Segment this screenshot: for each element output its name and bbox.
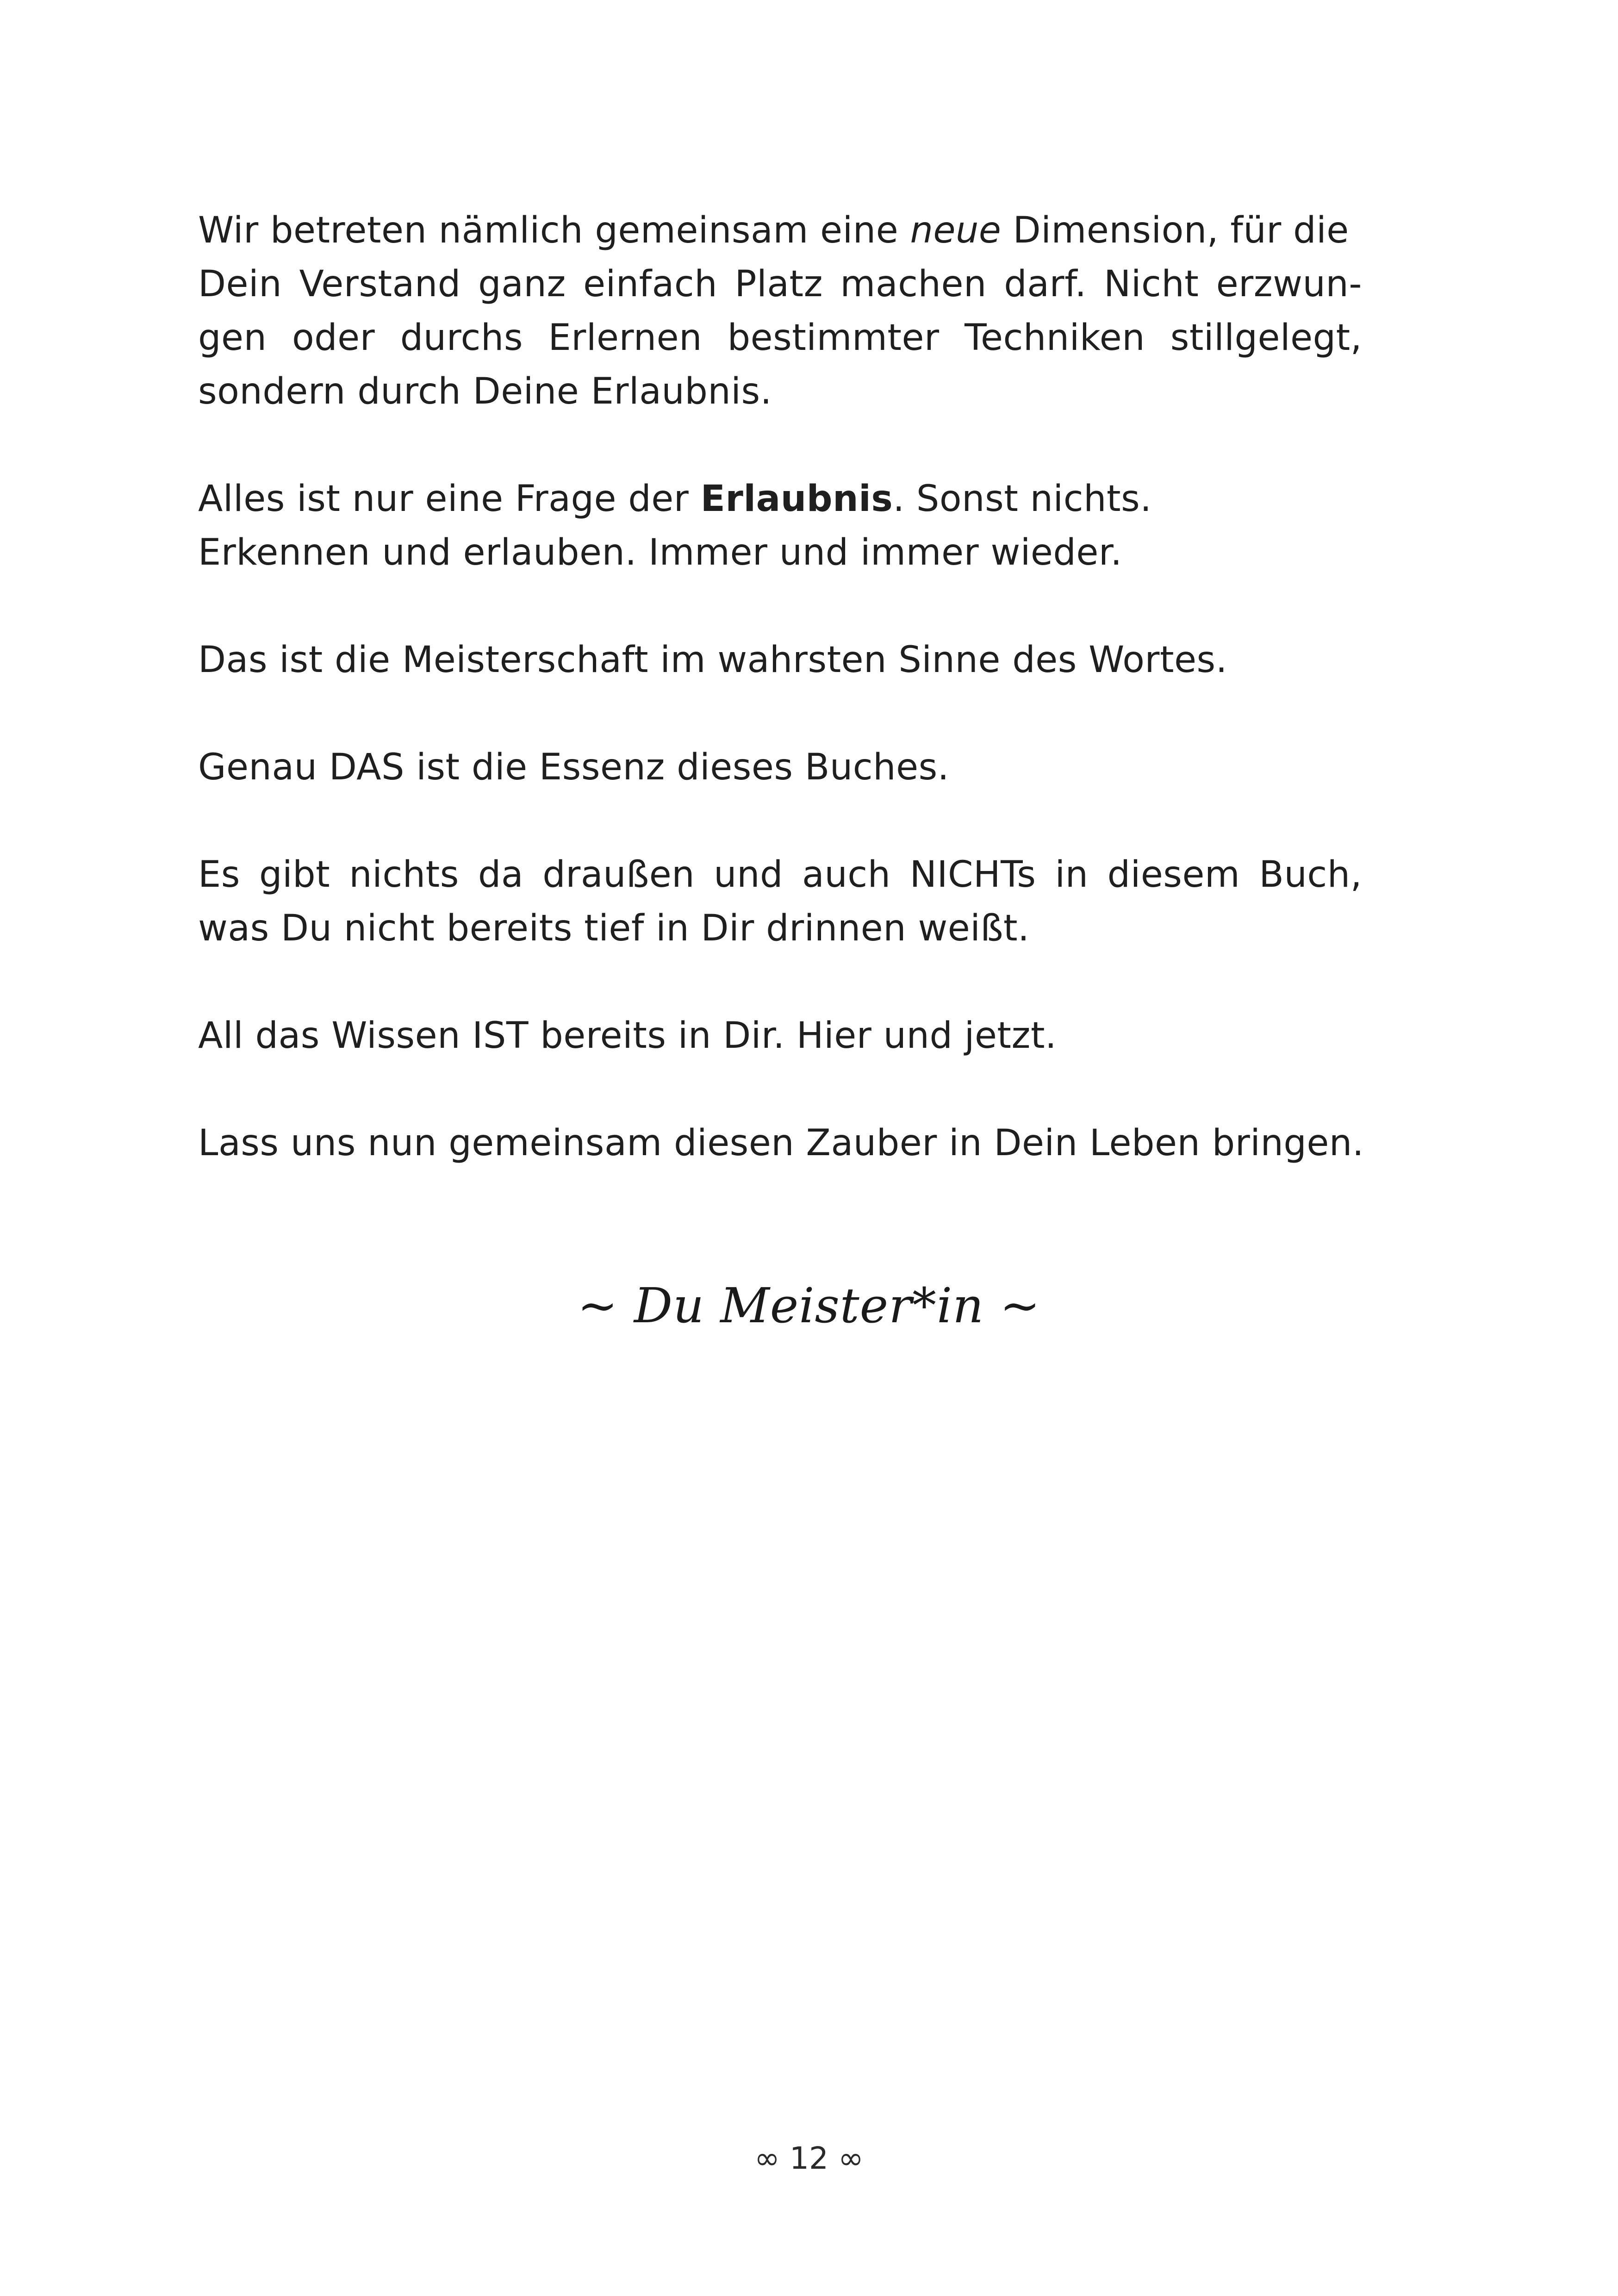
paragraph-3: [198, 633, 1362, 687]
signature: ~ Du Meister*in ~: [577, 1277, 1041, 1334]
paragraph-6-line-1: All das Wissen IST bereits in Dir. Hier und jetzt.: [198, 1015, 1057, 1057]
body-text: [198, 204, 1362, 1224]
paragraph-5: [198, 848, 1362, 955]
paragraph-2-line-2: Erkennen und erlauben. Immer und immer wieder.: [198, 532, 1122, 573]
paragraph-1-line-3: gen oder durchs Erlernen bestimmter Techniken stillgelegt,: [198, 317, 1362, 359]
paragraph-1-line-1: Wir betreten nämlich gemeinsam eine neue Dimension, für die: [198, 210, 1349, 251]
strong-erlaubnis: Erlaubnis: [700, 478, 893, 520]
emphasis-neue: neue: [910, 210, 1002, 251]
paragraph-2-line-1: Alles ist nur eine Frage der Erlaubnis. Sonst nichts.: [198, 478, 1152, 520]
paragraph-6: [198, 1009, 1362, 1063]
paragraph-7-line-1: Lass uns nun gemeinsam diesen Zauber in Dein Leben bringen.: [198, 1122, 1364, 1164]
paragraph-3-line-1: Das ist die Meisterschaft im wahrsten Sinne des Wortes.: [198, 639, 1227, 681]
paragraph-5-line-1: Es gibt nichts da draußen und auch NICHTs in diesem Buch,: [198, 854, 1362, 896]
paragraph-4: [198, 740, 1362, 794]
paragraph-5-line-2: was Du nicht bereits tief in Dir drinnen weißt.: [198, 908, 1030, 949]
paragraph-7: [198, 1116, 1362, 1170]
paragraph-1-line-2: Dein Verstand ganz einfach Platz machen darf. Nicht erzwun-: [198, 263, 1362, 305]
paragraph-4-line-1: Genau DAS ist die Essenz dieses Buches.: [198, 747, 950, 788]
paragraph-2: [198, 472, 1362, 579]
page-number: ∞ 12 ∞: [754, 2140, 864, 2176]
paragraph-1-line-4: sondern durch Deine Erlaubnis.: [198, 371, 772, 412]
paragraph-1: [198, 204, 1362, 418]
